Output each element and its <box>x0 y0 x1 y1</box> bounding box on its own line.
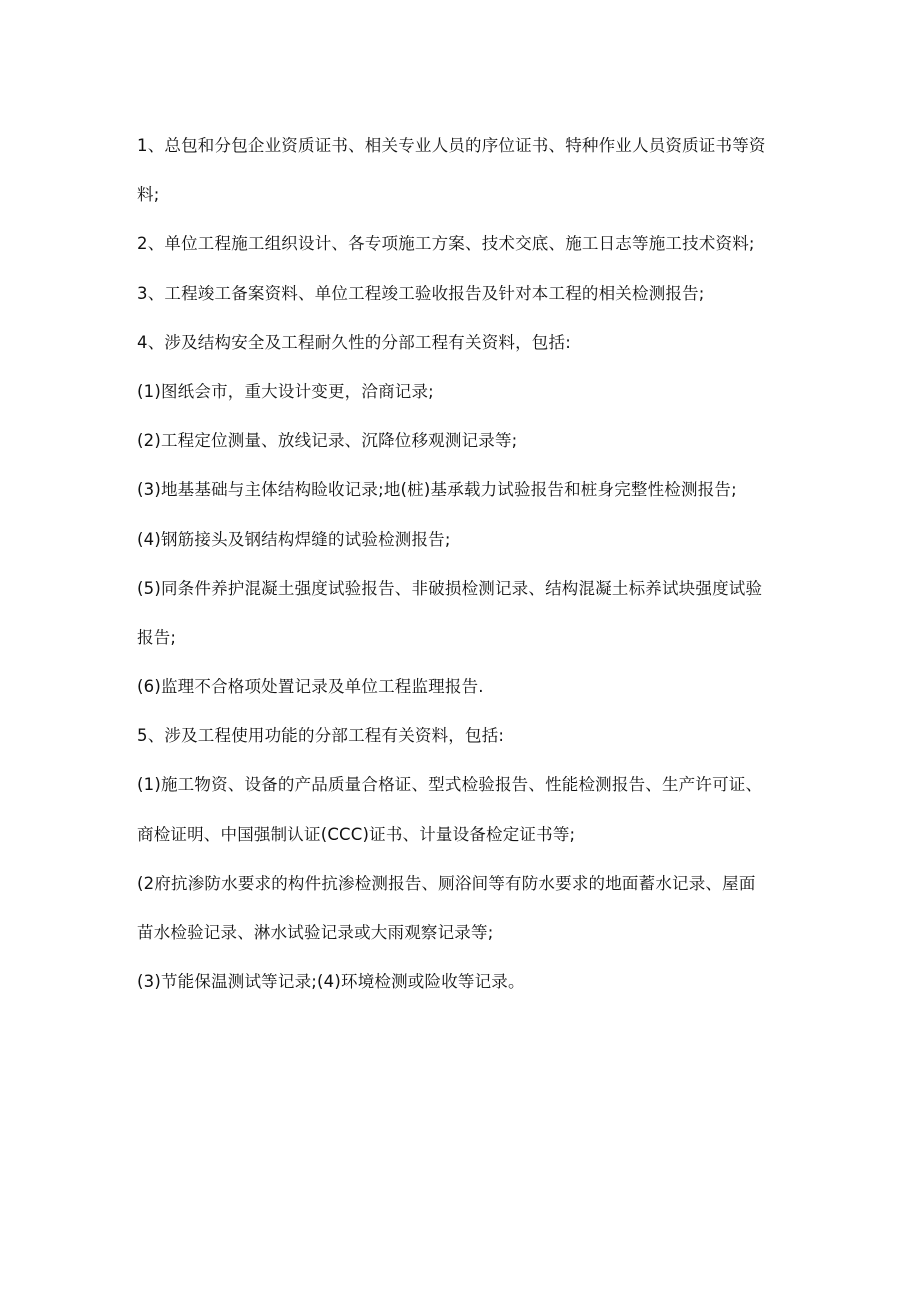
text-line-12: (6)监理不合格项处置记录及单位工程监理报告. <box>137 677 484 697</box>
text-line-18: (3)节能保温测试等记录;(4)环境检测或险收等记录。 <box>137 972 525 992</box>
text-line-5: 4、涉及结构安全及工程耐久性的分部工程有关资料，包括: <box>137 332 571 352</box>
document-body <box>137 121 797 1006</box>
text-line-8: (3)地基基础与主体结构睑收记录;地(桩)基承载力试验报告和桩身完整性检测报告; <box>137 480 737 500</box>
text-line-10: (5)同条件养护混凝土强度试验报告、非破损检测记录、结构混凝土标养试块强度试验 <box>137 578 763 598</box>
text-line-3: 2、单位工程施工组织设计、各专项施工方案、技术交底、施工日志等施工技术资料; <box>137 234 755 254</box>
text-line-13: 5、涉及工程使用功能的分部工程有关资料，包括: <box>137 726 505 746</box>
text-line-11: 报告; <box>137 627 177 647</box>
text-line-7: (2)工程定位测量、放线记录、沉降位移观测记录等; <box>137 431 518 451</box>
text-line-16: (2府抗渗防水要求的构件抗渗检测报告、厕浴间等有防水要求的地面蓄水记录、屋面 <box>137 873 756 893</box>
text-line-4: 3、工程竣工备案资料、单位工程竣工验收报告及针对本工程的相关检测报告; <box>137 283 705 303</box>
text-line-15: 商检证明、中国强制认证(CCC)证书、计量设备检定证书等; <box>137 824 576 844</box>
text-line-9: (4)钢筋接头及钢结构焊缝的试验检测报告; <box>137 529 451 549</box>
text-line-14: (1)施工物资、设备的产品质量合格证、型式检验报告、性能检测报告、生产许可证、 <box>137 775 763 795</box>
text-line-1: 1、总包和分包企业资质证书、相关专业人员的序位证书、特种作业人员资质证书等资 <box>137 136 766 155</box>
text-line-2: 料; <box>137 185 160 205</box>
text-line-6: (1)图纸会市，重大设计变更，洽商记录; <box>137 381 434 401</box>
text-line-17: 苗水检验记录、淋水试验记录或大雨观察记录等; <box>137 923 494 942</box>
